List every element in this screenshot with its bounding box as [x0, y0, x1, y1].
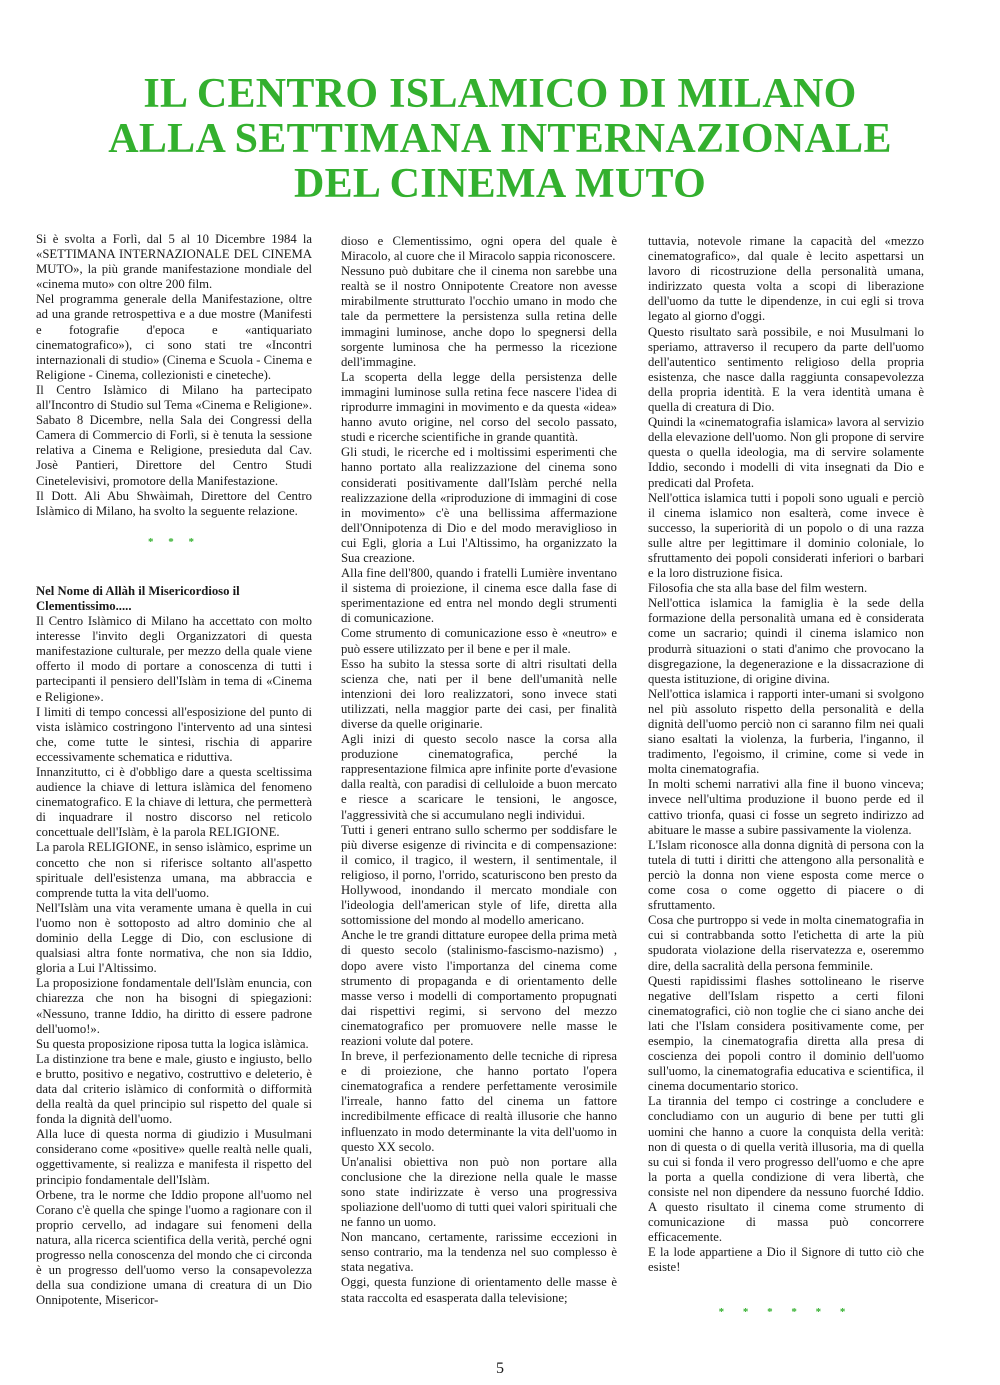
- body-paragraph: Come strumento di comunicazione esso è «neutro» e può essere utilizzato per il bene e per il male.: [341, 626, 617, 656]
- body-paragraph: Orbene, tra le norme che Iddio propone all'uomo nel Corano c'è quella che spinge l'uomo a ragionare con il proprio cervello, ad indagare sui fenomeni della natura, alla ricerca scientifica della verità, perché ogni progresso nella conoscenza del mondo che ci circonda è un progresso dell'uomo verso la consapevolezza della sua condizione umana di creatura di un Dio Onnipotente, Misericor-: [36, 1187, 312, 1308]
- section-separator: * * *: [148, 535, 200, 548]
- body-paragraph: Cosa che purtroppo si vede in molta cinematografia in cui si contrabbanda sotto l'etichetta di arte la più spudorata violazione della riservatezza e, oseremmo dire, della sacralità della persona femminile.: [648, 913, 924, 973]
- body-paragraph: Oggi, questa funzione di orientamento delle masse è stata raccolta ed esasperata dalla televisione;: [341, 1275, 617, 1305]
- body-paragraph: Questi rapidissimi flashes sottolineano le riserve negative dell'Islam rispetto a certi filoni cinematografici, ciò non toglie che ci siano anche dei lati che l'Islam considera positivamente come, per esempio, la cinematografia diretta alla presa di coscienza dei popoli contro il dominio dell'uomo sull'uomo, la cinematografia educativa e scientifica, il cinema documentario storico.: [648, 973, 924, 1094]
- intro-paragraph: Sabato 8 Dicembre, nella Sala dei Congressi della Camera di Commercio di Forlì, si è tenuta la sessione relativa a Cinema e Religione, presieduta dal Cav. Josè Pantieri, Direttore del Centro Studi Cinetelevisivi, promotore della Manifestazione.: [36, 413, 312, 488]
- body-paragraph: Anche le tre grandi dittature europee della prima metà di questo secolo (stalinismo-fascismo-nazismo) , dopo avere visto l'importanza del cinema come strumento di propaganda e di orientamento delle masse verso i modelli di comportamento propugnati dai rispettivi regimi, si servono del mezzo cinematografico per promuovere nelle masse le reazioni volute dal potere.: [341, 928, 617, 1048]
- title-line-3: DEL CINEMA MUTO: [293, 161, 707, 207]
- body-paragraph: Nell'ottica islamica tutti i popoli sono uguali e perciò il cinema islamico non esalterà, come invece è successo, la superiorità di un popolo o di una razza sulle altre per legittimare il dominio coloniale, lo sfruttamento dei popoli considerati inferiori o barbari e la loro distruzione fisica.: [648, 490, 924, 581]
- body-paragraph: Tutti i generi entrano sullo schermo per soddisfare le più diverse esigenze di rivincita e di compensazione: il comico, il tragico, il western, il sentimentale, il religioso, il porno, l'orrido, scaturiscono ben presto da Hollywood, inondando il mercato mondiale con l'ideologia dell'american style of life, diretta alla sottomissione del mondo al modello americano.: [341, 822, 617, 928]
- speech-heading: Nel Nome di Allàh il Misericordioso il Clementissimo.....: [36, 583, 240, 613]
- column-3: [648, 234, 924, 1321]
- body-paragraph: Esso ha subito la stessa sorte di altri risultati della scienza che, nati per il bene dell'umanità nelle intenzioni dei loro realizzatori, sono invece stati utilizzati, nella maggior parte dei casi, per finalità diverse da quelle originarie.: [341, 656, 617, 731]
- intro-paragraph: Si è svolta a Forlì, dal 5 al 10 Dicembre 1984 la «SETTIMANA INTERNAZIONALE DEL CINEMA MUTO», la più grande manifestazione mondiale del «cinema muto» con oltre 200 film.: [36, 232, 312, 292]
- body-paragraph: La scoperta della legge della persistenza delle immagini luminose sulla retina fece nascere l'idea di riprodurre immagini in movimento e da questa «idea» hanno avuto origine, nel corso del secolo passato, studi e ricerche scientifiche in grande quantità.: [341, 369, 617, 445]
- intro-paragraph: Nel programma generale della Manifestazione, oltre ad una grande retrospettiva e a due mostre (Manifesti e fotografie d'epoca e «antiquariato cinematografico»), ci sono stati tre «Incontri internazionali di studio» (Cinema e Scuola - Cinema e Religione - Cinema, collezionisti e cineteche).: [36, 292, 312, 382]
- body-paragraph: Nell'ottica islamica la famiglia è la sede della formazione della personalità umana ed è considerata come un sacrario; quindi il cinema islamico non produrrà situazioni o stati d'animo che provocano la disgregazione, la degenerazione e la dissacrazione di questa istituzione, di origine divina.: [648, 596, 924, 686]
- intro-paragraph: Il Dott. Ali Abu Shwàimah, Direttore del Centro Islàmico di Milano, ha svolto la seguente relazione.: [36, 488, 312, 518]
- body-paragraph: Nessuno può dubitare che il cinema non sarebbe una realtà se il nostro Onnipotente Creatore non avesse mirabilmente strutturato l'occhio umano in modo che tale da permettere la persistenza sulla retina delle immagini luminose, anche dopo lo spegnersi della sorgente luminosa che ha permesso la ricezione dell'immagine.: [341, 264, 617, 369]
- body-paragraph: In molti schemi narrativi alla fine il buono vinceva; invece nell'ultima produzione il buono perde ed il cattivo trionfa, quasi ci fosse un segreto indirizzo ad abituare le masse a subire passivamente la violenza.: [648, 777, 924, 837]
- body-paragraph: Nell'Islàm una vita veramente umana è quella in cui l'uomo non è sottoposto ad altro dominio che al dominio della Legge di Dio, con esclusione di qualsiasi altra fonte normativa, che non sia Iddio, gloria a Lui l'Altissimo.: [36, 900, 312, 976]
- body-paragraph: La proposizione fondamentale dell'Islàm enuncia, con chiarezza che non ha bisogni di spiegazioni: «Nessuno, tranne Iddio, ha diritto di essere padrone dell'uomo!».: [36, 976, 312, 1036]
- body-paragraph: Gli studi, le ricerche ed i moltissimi esperimenti che hanno portato alla realizzazione del cinema sono considerati positivamente dall'Islàm perché nella realizzazione della «riproduzione di immagini di cose in movimento» c'è una bellissima affermazione dell'Onnipotenza di Dio e del modo meraviglioso in cui Egli, gloria a Lui l'Altissimo, ha organizzato la Sua creazione.: [341, 445, 617, 565]
- body-paragraph: Filosofia che sta alla base del film western.: [648, 581, 868, 596]
- body-paragraph: La distinzione tra bene e male, giusto e ingiusto, bello e brutto, positivo e negativo, costruttivo e deleterio, è data dal criterio islàmico di conformità o difformità della realtà da quel principio sul rispetto del quale si fonda la dignità dell'uomo.: [36, 1051, 312, 1127]
- body-paragraph: Questo risultato sarà possibile, e noi Musulmani lo speriamo, attraverso il recupero da parte dell'uomo dell'autentico sentimento religioso della propria esistenza, che nasce dalla raggiunta consapevolezza della propria identità. E la vera identità umana è quella di creatura di Dio.: [648, 324, 924, 415]
- closing-paragraph: E la lode appartiene a Dio il Signore di tutto ciò che esiste!: [648, 1245, 924, 1275]
- column-1: [36, 232, 312, 1308]
- intro-section: [36, 232, 312, 519]
- body-paragraph: Quindi la «cinematografia islamica» lavora al servizio della elevazione dell'uomo. Non gli propone di servire questa o quella ideologia, ma di servire solamente Iddio, secondo i modelli di vita insegnati da Dio e predicati dal Profeta.: [648, 415, 924, 490]
- body-paragraph: I limiti di tempo concessi all'esposizione del punto di vista islàmico costringono l'intervento ad una sintesi che, come tutte le sintesi, rischia di apparire eccessivamente schematica e riduttiva.: [36, 704, 312, 764]
- column-2: [341, 234, 617, 1306]
- body-paragraph: tuttavia, notevole rimane la capacità del «mezzo cinematografico», dal quale è lecito aspettarsi un lavoro di ricostruzione della personalità umana, indirizzato questa volta a scopi di liberazione dell'uomo da tutte le dipendenze, in cui egli si trova legato al giorno d'oggi.: [648, 234, 924, 324]
- body-paragraph: Alla fine dell'800, quando i fratelli Lumière inventano il sistema di proiezione, il cinema esce dalla fase di sperimentazione ed entra nel mondo degli strumenti di comunicazione.: [341, 566, 617, 626]
- body-paragraph: Agli inizi di questo secolo nasce la corsa alla produzione cinematografica, perché la rappresentazione filmica apre infinite porte d'evasione dalla realtà, con paradisi di celluloide a buon mercato e riesce a scaricare le tensioni, le angosce, l'aggressività che si accumulano negli individui.: [341, 732, 617, 822]
- title-line-1: IL CENTRO ISLAMICO DI MILANO: [143, 71, 857, 117]
- body-paragraph: dioso e Clementissimo, ogni opera del quale è Miracolo, al cuore che il Miracolo sappia riconoscere.: [341, 234, 617, 264]
- body-paragraph: Nell'ottica islamica i rapporti inter-umani si svolgono nel più assoluto rispetto della personalità e della dignità dell'uomo perciò non ci saranno film nei quali siano esaltati la violenza, la furberia, l'inganno, il tradimento, l'egoismo, il crimine, come si vede in molta cinematografia.: [648, 686, 924, 777]
- body-paragraph: Innanzitutto, ci è d'obbligo dare a questa sceltissima audience la chiave di lettura islàmica del fenomeno cinematografico. E la chiave di lettura, che permetterà di inquadrare il nostro discorso nel reticolo concettuale dell'Islàm, è la parola RELIGIONE.: [36, 765, 312, 840]
- article-title: [60, 72, 940, 207]
- page-number: 5: [496, 1360, 504, 1377]
- body-paragraph: Non mancano, certamente, rarissime eccezioni in senso contrario, ma la tendenza nel suo complesso è stata negativa.: [341, 1230, 617, 1275]
- title-line-2: ALLA SETTIMANA INTERNAZIONALE: [108, 116, 892, 162]
- body-paragraph: Alla luce di questa norma di giudizio i Musulmani considerano come «positive» quelle realtà nelle quali, oggettivamente, si realizza e manifesta il rispetto del principio fondamentale dell'Islàm.: [36, 1127, 312, 1187]
- body-paragraph: L'Islam riconosce alla donna dignità di persona con la tutela di tutti i diritti che attengono alla personalità e perciò la donna non viene esposta come merce o come cosa o come oggetto di piacere o di sfruttamento.: [648, 837, 924, 913]
- body-paragraph: La tirannia del tempo ci costringe a concludere e concludiamo con un augurio di bene per tutti gli uomini che hanno a cuore la conquista della verità: non di questa o di quella verità illusoria, ma di quella su cui si fonda il vero progresso dell'uomo e che apre la porta a quella condizione di vera libertà, che consiste nel non dipendere da nessuno fuorché Iddio. A questo risultato il cinema come strumento di comunicazione di massa può concorrere efficacemente.: [648, 1094, 924, 1245]
- intro-paragraph: Il Centro Islàmico di Milano ha partecipato all'Incontro di Studio sul Tema «Cinema e Religione».: [36, 382, 313, 413]
- body-paragraph: Su questa proposizione riposa tutta la logica islàmica.: [36, 1036, 309, 1051]
- body-paragraph: La parola RELIGIONE, in senso islàmico, esprime un concetto che non si riferisce soltanto all'aspetto spirituale dell'esistenza umana, ma abbraccia e comprende tutta la vita dell'uomo.: [36, 840, 312, 900]
- end-separator: * * * * * *: [718, 1306, 854, 1319]
- body-paragraph: Un'analisi obiettiva non può non portare alla conclusione che la direzione nella quale le masse sono state indirizzate è verso una progressiva spoliazione dell'uomo di tutti quei valori spirituali che ne fanno un uomo.: [341, 1154, 617, 1230]
- body-paragraph: Il Centro Islàmico di Milano ha accettato con molto interesse l'invito degli Organizzatori di questa manifestazione culturale, per mezzo della quale viene offerto il modo di portare a conoscenza di tutti i partecipanti il pensiero dell'Islàm in tema di «Cinema e Religione».: [36, 614, 312, 704]
- body-paragraph: In breve, il perfezionamento delle tecniche di ripresa e di proiezione, che hanno portato l'opera cinematografica a rendere perfettamente verosimile l'irreale, hanno fatto del cinema un fattore incredibilmente efficace di realtà illusorie che hanno influenzato in modo determinante la vita dell'uomo in questo XX secolo.: [341, 1049, 617, 1154]
